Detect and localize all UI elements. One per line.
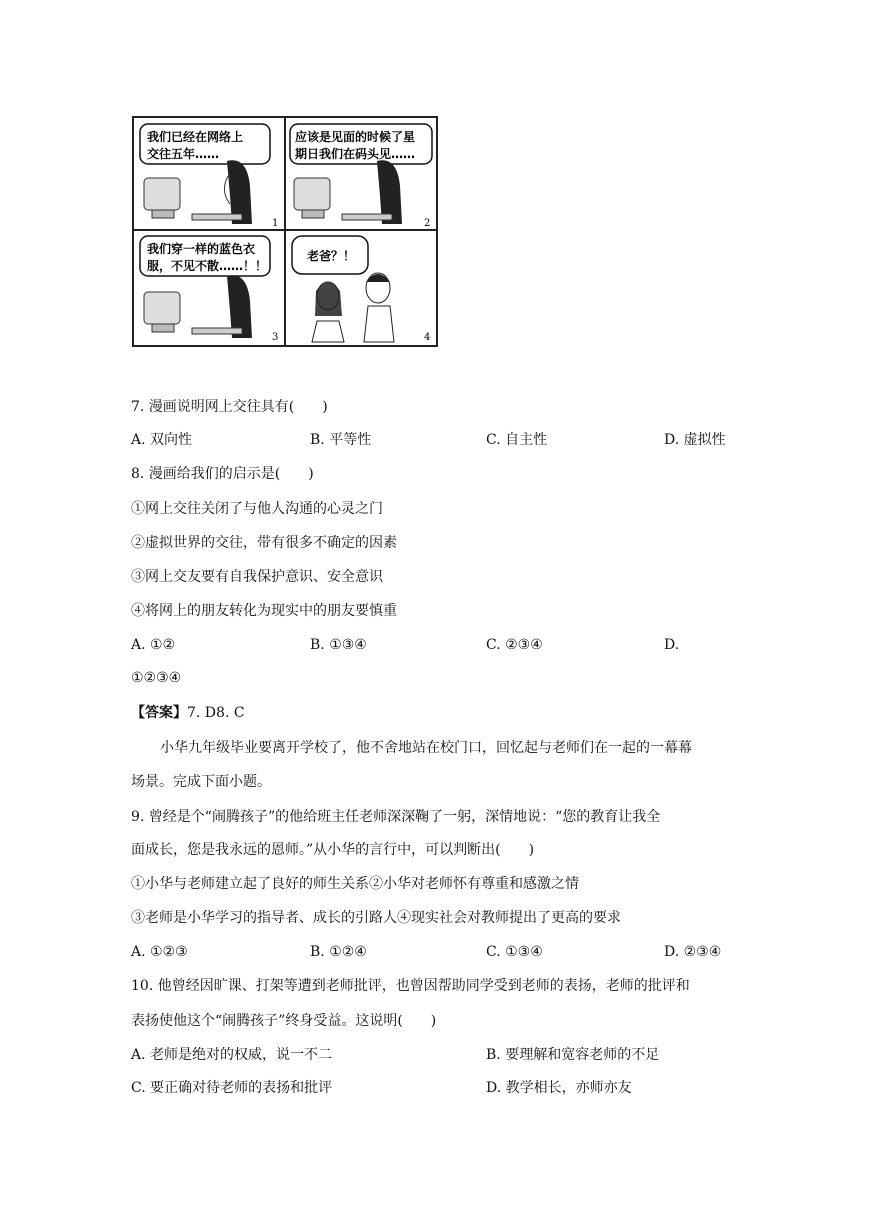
- answer-label: 【答案】: [131, 705, 187, 721]
- q9-stem-line-2: 面成长，您是我永远的恩师。”从小华的言行中，可以判断出( ): [131, 842, 535, 858]
- q9-stem-line-1: 9. 曾经是个“闹腾孩子”的他给班主任老师深深鞠了一躬，深情地说：“您的教育让我全: [131, 809, 661, 825]
- panel2-bubble-line2: 期日我们在码头见……: [295, 147, 416, 161]
- q7-stem: 7. 漫画说明网上交往具有( ): [131, 399, 328, 415]
- answer-text: 7. D8. C: [187, 705, 245, 721]
- q8-option-d-continued: ①②③④: [131, 670, 182, 686]
- q8-option-b: B. ①③④: [310, 637, 367, 653]
- q9-option-a: A. ①②③: [131, 944, 188, 960]
- panel4-number: 4: [424, 332, 431, 343]
- passage-line-2: 场景。完成下面小题。: [131, 774, 271, 790]
- panel3-bubble-line2: 服，不见不散……！！: [147, 259, 268, 273]
- q9-option-b: B. ①②④: [310, 944, 367, 960]
- passage-line-1: 小华九年级毕业要离开学校了，他不舍地站在校门口，回忆起与老师们在一起的一幕幕: [160, 740, 692, 756]
- panel2-number: 2: [424, 218, 431, 229]
- q9-statements-1-2: ①小华与老师建立起了良好的师生关系②小华对老师怀有尊重和感激之情: [131, 876, 579, 892]
- q7-option-c: C. 自主性: [486, 432, 548, 448]
- q9-option-d: D. ②③④: [664, 944, 722, 960]
- q8-statement-3: ③网上交友要有自我保护意识、安全意识: [131, 569, 383, 585]
- panel4-bubble-line1: 老爸？！: [307, 249, 356, 263]
- panel1-bubble-line1: 我们已经在网络上: [147, 130, 244, 144]
- q7-option-b: B. 平等性: [310, 432, 372, 448]
- q10-stem-line-2: 表扬使他这个“闹腾孩子”终身受益。这说明( ): [131, 1013, 437, 1029]
- q9-statements-3-4: ③老师是小华学习的指导者、成长的引路人④现实社会对教师提出了更高的要求: [131, 910, 621, 926]
- q10-option-d: D. 教学相长，亦师亦友: [486, 1080, 632, 1096]
- q7-option-a: A. 双向性: [131, 432, 193, 448]
- q7-option-d: D. 虚拟性: [664, 432, 726, 448]
- panel2-bubble-line1: 应该是见面的时候了星: [295, 130, 416, 144]
- q8-option-d: D.: [664, 637, 680, 653]
- answer-line: [131, 703, 245, 723]
- q8-statement-2: ②虚拟世界的交往，带有很多不确定的因素: [131, 535, 397, 551]
- q10-stem-line-1: 10. 他曾经因旷课、打架等遭到老师批评，也曾因帮助同学受到老师的表扬，老师的批评和: [131, 978, 690, 994]
- q8-stem: 8. 漫画给我们的启示是( ): [131, 466, 314, 482]
- panel1-number: 1: [272, 218, 279, 229]
- q8-option-a: A. ①②: [131, 637, 176, 653]
- q8-statement-1: ①网上交往关闭了与他人沟通的心灵之门: [131, 501, 383, 517]
- comic-strip: [132, 116, 438, 347]
- panel3-bubble-line1: 我们穿一样的蓝色衣: [147, 242, 256, 256]
- panel1-bubble-line2: 交往五年……: [147, 147, 220, 161]
- q10-option-b: B. 要理解和宽容老师的不足: [486, 1047, 660, 1063]
- q10-option-a: A. 老师是绝对的权威，说一不二: [131, 1047, 333, 1063]
- q8-option-c: C. ②③④: [486, 637, 543, 653]
- q8-statement-4: ④将网上的朋友转化为现实中的朋友要慎重: [131, 603, 397, 619]
- panel3-number: 3: [272, 332, 279, 343]
- q10-option-c: C. 要正确对待老师的表扬和批评: [131, 1080, 333, 1096]
- q9-option-c: C. ①③④: [486, 944, 543, 960]
